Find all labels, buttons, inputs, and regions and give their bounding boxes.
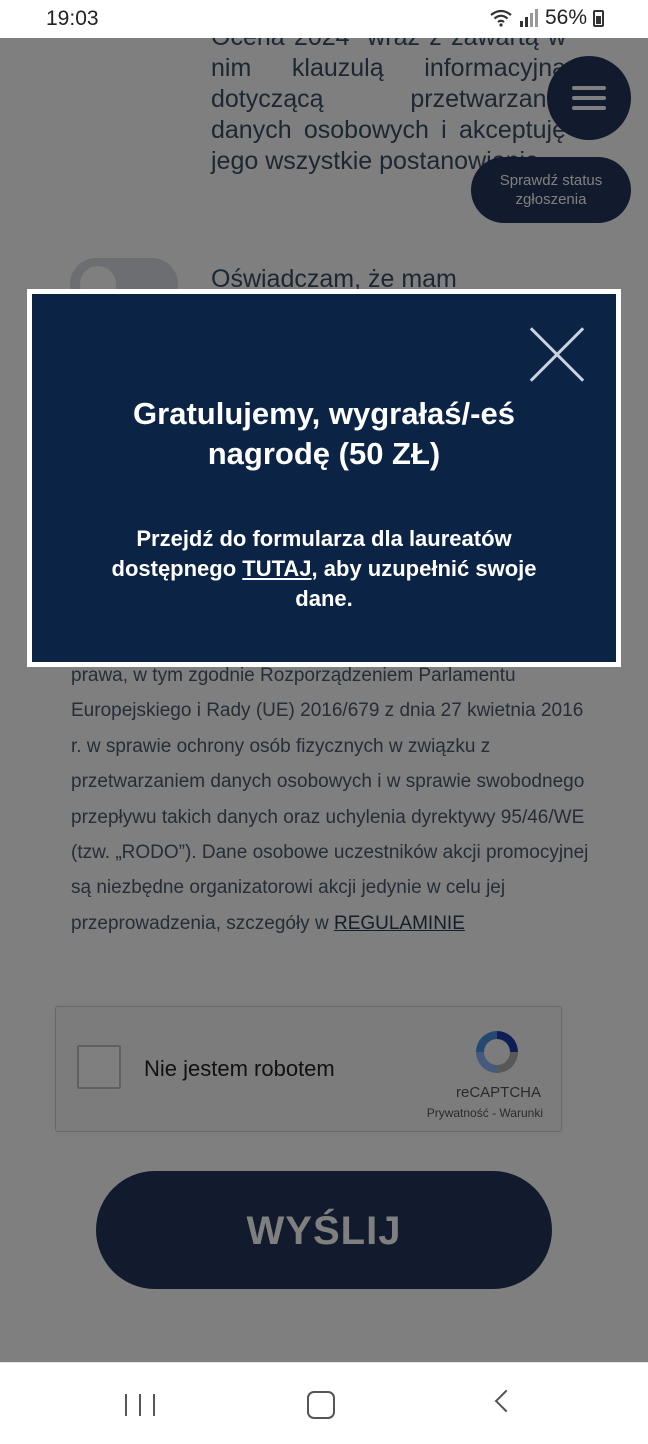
navigation-bar — [0, 1362, 648, 1444]
modal-message-line-3: dane. — [295, 586, 353, 611]
modal-message-prefix: dostępnego — [111, 556, 243, 581]
modal-message — [72, 524, 576, 614]
winner-modal-body — [32, 294, 616, 662]
status-time: 19:03 — [46, 7, 99, 30]
back-icon[interactable] — [495, 1390, 518, 1413]
wifi-icon — [489, 9, 513, 27]
signal-icon — [519, 9, 539, 27]
modal-title — [72, 394, 576, 474]
status-bar — [0, 0, 648, 38]
status-icons — [489, 6, 604, 30]
recent-apps-icon[interactable] — [125, 1394, 155, 1416]
modal-message-line-1: Przejdź do formularza dla laureatów — [136, 526, 512, 551]
winner-form-link[interactable]: TUTAJ — [242, 556, 312, 581]
winner-modal — [27, 289, 621, 667]
close-icon[interactable] — [530, 328, 584, 382]
modal-title-line-1: Gratulujemy, wygrałaś/-eś — [133, 396, 515, 431]
battery-icon — [593, 10, 604, 27]
modal-title-line-2: nagrodę (50 ZŁ) — [207, 436, 441, 471]
modal-message-suffix: , aby uzupełnić swoje — [311, 556, 537, 581]
battery-percent: 56% — [544, 6, 587, 29]
home-icon[interactable] — [307, 1391, 335, 1419]
modal-backdrop[interactable] — [0, 38, 648, 1362]
